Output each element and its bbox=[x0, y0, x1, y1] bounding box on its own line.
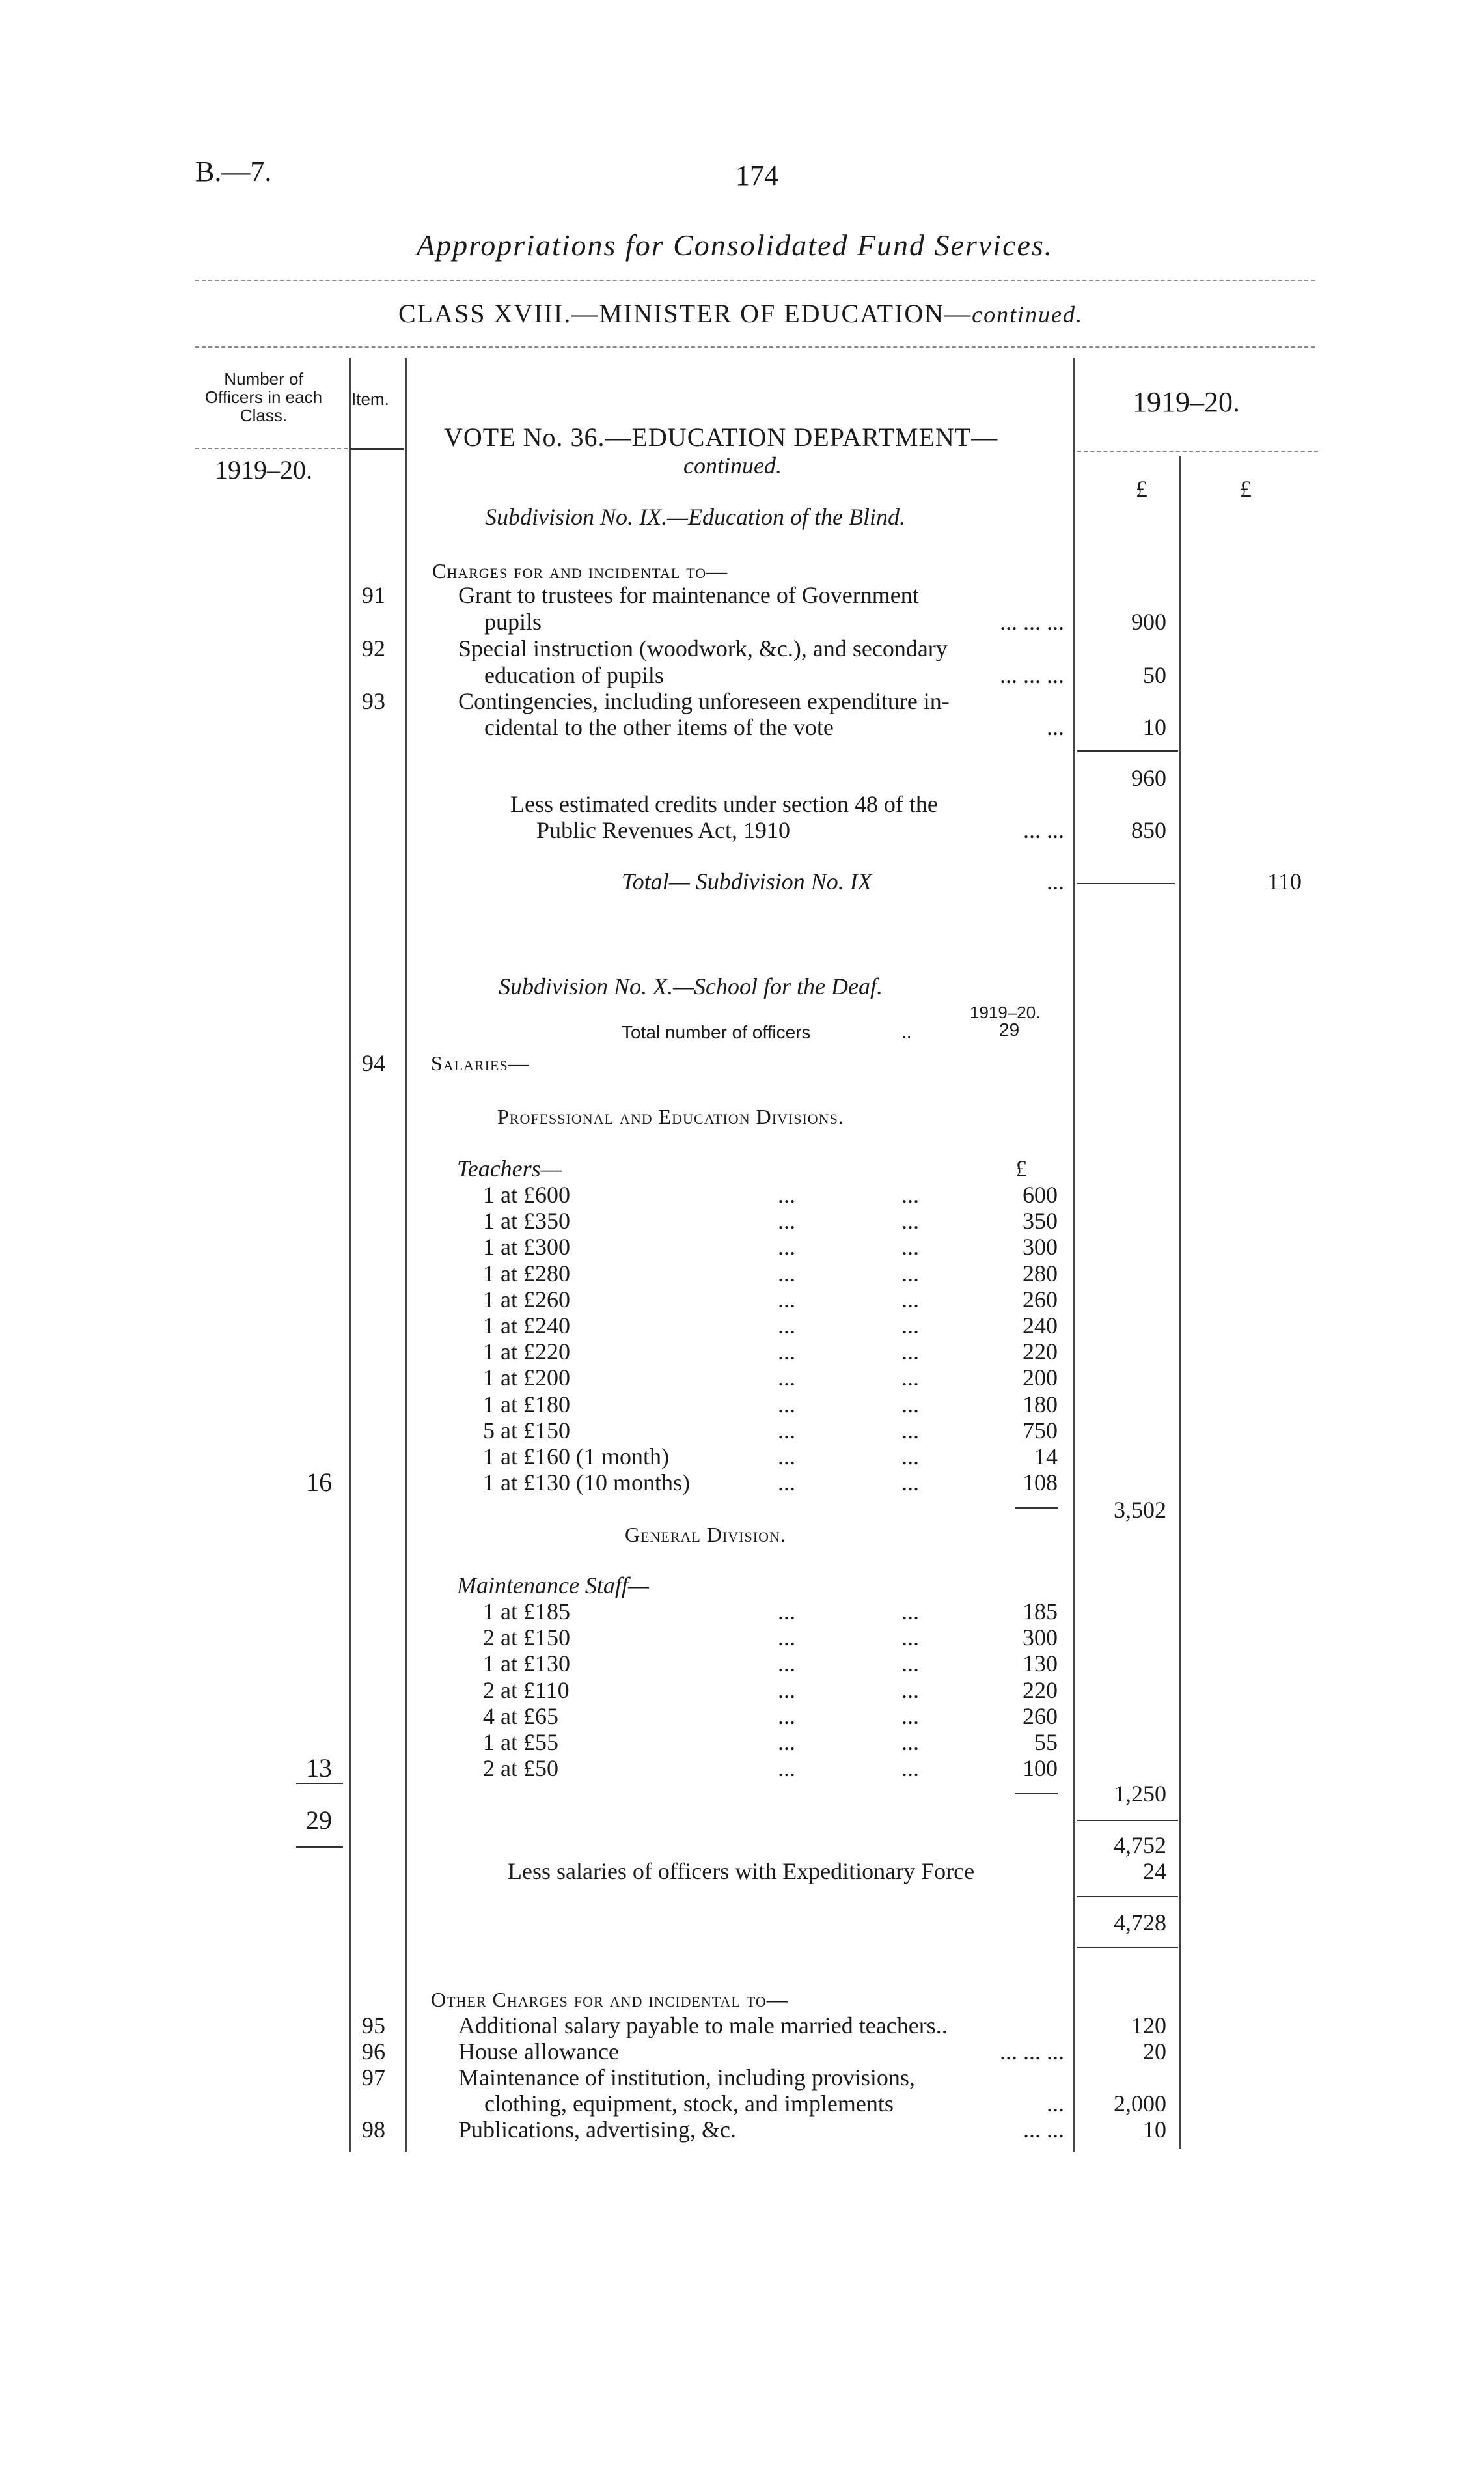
teacher-row-leader: ... bbox=[901, 1339, 919, 1365]
net-salaries-rule-top bbox=[1077, 1896, 1178, 1897]
amount-year-label: 1919–20. bbox=[1133, 386, 1240, 418]
item-number-91: 91 bbox=[362, 582, 385, 608]
teacher-row-leader: ... bbox=[778, 1365, 795, 1391]
prof-division-heading: Professional and Education Divisions. bbox=[497, 1105, 844, 1128]
pound-sign-amount: £ bbox=[1136, 476, 1147, 502]
class-heading: CLASS XVIII.—MINISTER OF EDUCATION—continued. bbox=[398, 299, 1084, 328]
maintenance-row-leader: ... bbox=[778, 1598, 795, 1624]
maintenance-row-amount: 260 bbox=[1023, 1703, 1058, 1729]
item-number-94: 94 bbox=[362, 1050, 385, 1076]
item-93-leader: ... bbox=[1047, 714, 1064, 740]
teacher-row-leader: ... bbox=[901, 1208, 919, 1234]
teachers-sum-rule bbox=[1015, 1507, 1058, 1509]
item-92-amount: 50 bbox=[1143, 662, 1166, 688]
teacher-row-amount: 200 bbox=[1023, 1365, 1058, 1391]
teacher-row-desc: 1 at £300 bbox=[483, 1234, 570, 1260]
teacher-row-amount: 220 bbox=[1023, 1339, 1058, 1365]
teacher-row-leader: ... bbox=[778, 1313, 795, 1339]
teacher-row-leader: ... bbox=[778, 1417, 795, 1443]
item-95-line1: Additional salary payable to male married teachers.. bbox=[458, 2012, 948, 2038]
teachers-pound-sign: £ bbox=[1015, 1156, 1027, 1182]
maintenance-row-amount: 130 bbox=[1023, 1650, 1058, 1677]
item-91-leader: ... ... ... bbox=[1000, 609, 1064, 635]
page-title: Appropriations for Consolidated Fund Services. bbox=[417, 229, 1054, 262]
item-93-amount: 10 bbox=[1143, 714, 1166, 740]
maintenance-officer-count: 13 bbox=[306, 1753, 332, 1783]
teachers-total: 3,502 bbox=[1114, 1497, 1166, 1523]
sub10-officers-year: 1919–20. bbox=[970, 1003, 1041, 1022]
maintenance-heading: Maintenance Staff— bbox=[457, 1572, 649, 1598]
item-number-97: 97 bbox=[362, 2065, 385, 2091]
expeditionary-less-label: Less salaries of officers with Expeditionary Force bbox=[508, 1858, 975, 1884]
item-93-line2: cidental to the other items of the vote bbox=[484, 714, 834, 740]
item-97-line2: clothing, equipment, stock, and implements bbox=[484, 2091, 894, 2117]
vote-title: VOTE No. 36.—EDUCATION DEPARTMENT— bbox=[444, 423, 998, 452]
item-number-98: 98 bbox=[362, 2117, 385, 2143]
item-96-line1: House allowance bbox=[458, 2038, 619, 2065]
sub9-less-line2: Public Revenues Act, 1910 bbox=[536, 817, 790, 843]
net-salaries-rule-bottom bbox=[1077, 1947, 1178, 1948]
teachers-heading: Teachers— bbox=[457, 1156, 562, 1182]
pound-sign-total: £ bbox=[1240, 476, 1252, 502]
rule-amount-total bbox=[1179, 456, 1181, 2149]
teacher-row-leader: ... bbox=[778, 1260, 795, 1287]
other-charges-heading: Other Charges for and incidental to— bbox=[431, 1988, 788, 2011]
teacher-row-leader: ... bbox=[778, 1286, 795, 1313]
item-98-line1: Publications, advertising, &c. bbox=[458, 2117, 736, 2143]
item-91-line1: Grant to trustees for maintenance of Government bbox=[458, 582, 919, 608]
maintenance-row-leader: ... bbox=[901, 1650, 919, 1677]
sub9-subtotal: 960 bbox=[1131, 765, 1166, 791]
teachers-officer-count: 16 bbox=[306, 1468, 332, 1497]
teacher-row-leader: ... bbox=[778, 1182, 795, 1208]
maintenance-row-amount: 185 bbox=[1023, 1598, 1058, 1624]
rule-item-desc bbox=[405, 358, 407, 2152]
maintenance-row-amount: 220 bbox=[1023, 1676, 1058, 1703]
teacher-row-desc: 1 at £130 (10 months) bbox=[483, 1469, 690, 1496]
maintenance-row-amount: 55 bbox=[1034, 1729, 1058, 1755]
teacher-row-leader: ... bbox=[901, 1443, 919, 1469]
item-number-92: 92 bbox=[362, 635, 385, 661]
item-95-amount: 120 bbox=[1131, 2012, 1166, 2038]
salaries-heading: Salaries— bbox=[431, 1051, 530, 1075]
item-98-amount: 10 bbox=[1143, 2117, 1166, 2143]
item-column-header: Item. bbox=[351, 389, 389, 409]
maintenance-row-desc: 2 at £150 bbox=[483, 1624, 570, 1651]
total-officer-count: 29 bbox=[306, 1805, 332, 1835]
item-92-line2: education of pupils bbox=[484, 662, 664, 688]
item-97-amount: 2,000 bbox=[1114, 2091, 1166, 2117]
count-rule-2 bbox=[296, 1846, 343, 1848]
rule-desc-amount bbox=[1073, 358, 1075, 2152]
salaries-subtotal: 4,752 bbox=[1114, 1832, 1166, 1858]
sub9-total-leader: ... bbox=[1047, 869, 1064, 895]
teacher-row-leader: ... bbox=[778, 1443, 795, 1469]
teacher-row-leader: ... bbox=[901, 1313, 919, 1339]
maintenance-row-desc: 2 at £50 bbox=[483, 1755, 558, 1782]
sub9-subtotal-rule bbox=[1077, 750, 1178, 752]
teacher-row-desc: 1 at £180 bbox=[483, 1391, 570, 1417]
teacher-row-leader: ... bbox=[778, 1339, 795, 1365]
maintenance-row-leader: ... bbox=[901, 1624, 919, 1651]
item-92-line1: Special instruction (woodwork, &c.), and secondary bbox=[458, 635, 948, 661]
teacher-row-desc: 1 at £220 bbox=[483, 1339, 570, 1365]
teacher-row-amount: 350 bbox=[1023, 1208, 1058, 1234]
teacher-row-leader: ... bbox=[778, 1391, 795, 1417]
item-97-leader: ... bbox=[1047, 2091, 1064, 2117]
teacher-row-desc: 1 at £600 bbox=[483, 1182, 570, 1208]
teacher-row-amount: 300 bbox=[1023, 1234, 1058, 1260]
item-91-amount: 900 bbox=[1131, 609, 1166, 635]
officers-year-label: 1919–20. bbox=[215, 455, 312, 484]
page-code: B.—7. bbox=[195, 156, 272, 188]
item-98-leader: ... ... bbox=[1023, 2117, 1064, 2143]
maintenance-total: 1,250 bbox=[1114, 1781, 1166, 1807]
item-97-line1: Maintenance of institution, including provisions, bbox=[458, 2065, 915, 2091]
teacher-row-leader: ... bbox=[901, 1260, 919, 1287]
teacher-row-amount: 180 bbox=[1023, 1391, 1058, 1417]
teacher-row-leader: ... bbox=[778, 1234, 795, 1260]
sub10-officers-label: Total number of officers bbox=[622, 1022, 811, 1042]
maintenance-row-leader: ... bbox=[901, 1729, 919, 1755]
rule-year-header bbox=[1077, 451, 1318, 452]
item-96-leader: ... ... ... bbox=[1000, 2038, 1064, 2065]
teacher-row-desc: 1 at £350 bbox=[483, 1208, 570, 1234]
title-rule bbox=[195, 280, 1315, 281]
teacher-row-leader: ... bbox=[901, 1182, 919, 1208]
sub9-total-amount: 110 bbox=[1267, 869, 1302, 895]
table-top-rule bbox=[195, 346, 1315, 348]
maintenance-row-desc: 4 at £65 bbox=[483, 1703, 558, 1729]
maintenance-row-leader: ... bbox=[901, 1598, 919, 1624]
rule-officers-header bbox=[195, 448, 348, 449]
teacher-row-amount: 600 bbox=[1023, 1182, 1058, 1208]
sub9-total-rule bbox=[1077, 883, 1175, 884]
item-92-leader: ... ... ... bbox=[1000, 662, 1064, 688]
teacher-row-leader: ... bbox=[901, 1234, 919, 1260]
page-number: 174 bbox=[735, 160, 778, 191]
teacher-row-leader: ... bbox=[901, 1417, 919, 1443]
maintenance-row-amount: 100 bbox=[1023, 1755, 1058, 1782]
teacher-row-amount: 108 bbox=[1023, 1469, 1058, 1496]
maintenance-row-leader: ... bbox=[778, 1676, 795, 1703]
maintenance-row-leader: ... bbox=[901, 1676, 919, 1703]
maintenance-row-leader: ... bbox=[778, 1650, 795, 1677]
teacher-row-leader: ... bbox=[901, 1391, 919, 1417]
sub9-less-amount: 850 bbox=[1131, 817, 1166, 843]
maintenance-row-desc: 1 at £130 bbox=[483, 1650, 570, 1677]
teacher-row-desc: 1 at £260 bbox=[483, 1286, 570, 1313]
teacher-row-amount: 750 bbox=[1023, 1417, 1058, 1443]
sub9-less-line1: Less estimated credits under section 48 of the bbox=[510, 791, 938, 817]
sub9-less-leader: ... ... bbox=[1023, 817, 1064, 843]
maintenance-row-desc: 1 at £55 bbox=[483, 1729, 558, 1755]
maintenance-sum-rule bbox=[1015, 1793, 1058, 1794]
count-rule-1 bbox=[296, 1783, 343, 1784]
teacher-row-amount: 260 bbox=[1023, 1286, 1058, 1313]
teacher-row-amount: 280 bbox=[1023, 1260, 1058, 1287]
item-number-93: 93 bbox=[362, 688, 385, 714]
sub9-heading: Subdivision No. IX.—Education of the Blind. bbox=[485, 504, 905, 530]
maintenance-row-leader: ... bbox=[778, 1624, 795, 1651]
sub9-charges-heading: Charges for and incidental to— bbox=[432, 559, 728, 583]
maintenance-row-leader: ... bbox=[901, 1703, 919, 1729]
general-division-heading: General Division. bbox=[625, 1523, 786, 1546]
teacher-row-leader: ... bbox=[778, 1208, 795, 1234]
teacher-row-leader: ... bbox=[901, 1365, 919, 1391]
teacher-row-desc: 5 at £150 bbox=[483, 1417, 570, 1443]
item-93-line1: Contingencies, including unforeseen expenditure in- bbox=[458, 688, 950, 714]
officers-column-header: Number of Officers in each Class. bbox=[204, 369, 323, 425]
maintenance-row-desc: 2 at £110 bbox=[483, 1676, 570, 1703]
sub10-heading: Subdivision No. X.—School for the Deaf. bbox=[499, 973, 883, 999]
item-number-95: 95 bbox=[362, 2012, 385, 2038]
teacher-row-leader: ... bbox=[901, 1286, 919, 1313]
net-salaries: 4,728 bbox=[1114, 1910, 1166, 1936]
maintenance-row-leader: ... bbox=[778, 1755, 795, 1782]
item-91-line2: pupils bbox=[484, 609, 542, 635]
maintenance-row-desc: 1 at £185 bbox=[483, 1598, 570, 1624]
teacher-row-desc: 1 at £160 (1 month) bbox=[483, 1443, 669, 1469]
expeditionary-less-amount: 24 bbox=[1143, 1858, 1166, 1884]
teacher-row-desc: 1 at £240 bbox=[483, 1313, 570, 1339]
teacher-row-amount: 240 bbox=[1023, 1313, 1058, 1339]
maintenance-row-leader: ... bbox=[778, 1703, 795, 1729]
teacher-row-desc: 1 at £280 bbox=[483, 1260, 570, 1287]
maintenance-row-leader: ... bbox=[778, 1729, 795, 1755]
rule-item-header bbox=[351, 448, 404, 450]
teacher-row-amount: 14 bbox=[1034, 1443, 1058, 1469]
salaries-subtotal-rule bbox=[1077, 1820, 1178, 1821]
teacher-row-leader: ... bbox=[778, 1469, 795, 1496]
vote-title-continued: continued. bbox=[683, 452, 782, 479]
sub10-officers-count: 29 bbox=[999, 1020, 1020, 1040]
maintenance-row-leader: ... bbox=[901, 1755, 919, 1782]
teacher-row-leader: ... bbox=[901, 1469, 919, 1496]
teacher-row-desc: 1 at £200 bbox=[483, 1365, 570, 1391]
sub10-officers-leader: .. bbox=[901, 1022, 912, 1042]
item-number-96: 96 bbox=[362, 2038, 385, 2065]
rule-officers-item bbox=[349, 358, 351, 2152]
maintenance-row-amount: 300 bbox=[1023, 1624, 1058, 1651]
sub9-total-label: Total— Subdivision No. IX bbox=[622, 869, 872, 895]
item-96-amount: 20 bbox=[1143, 2038, 1166, 2065]
